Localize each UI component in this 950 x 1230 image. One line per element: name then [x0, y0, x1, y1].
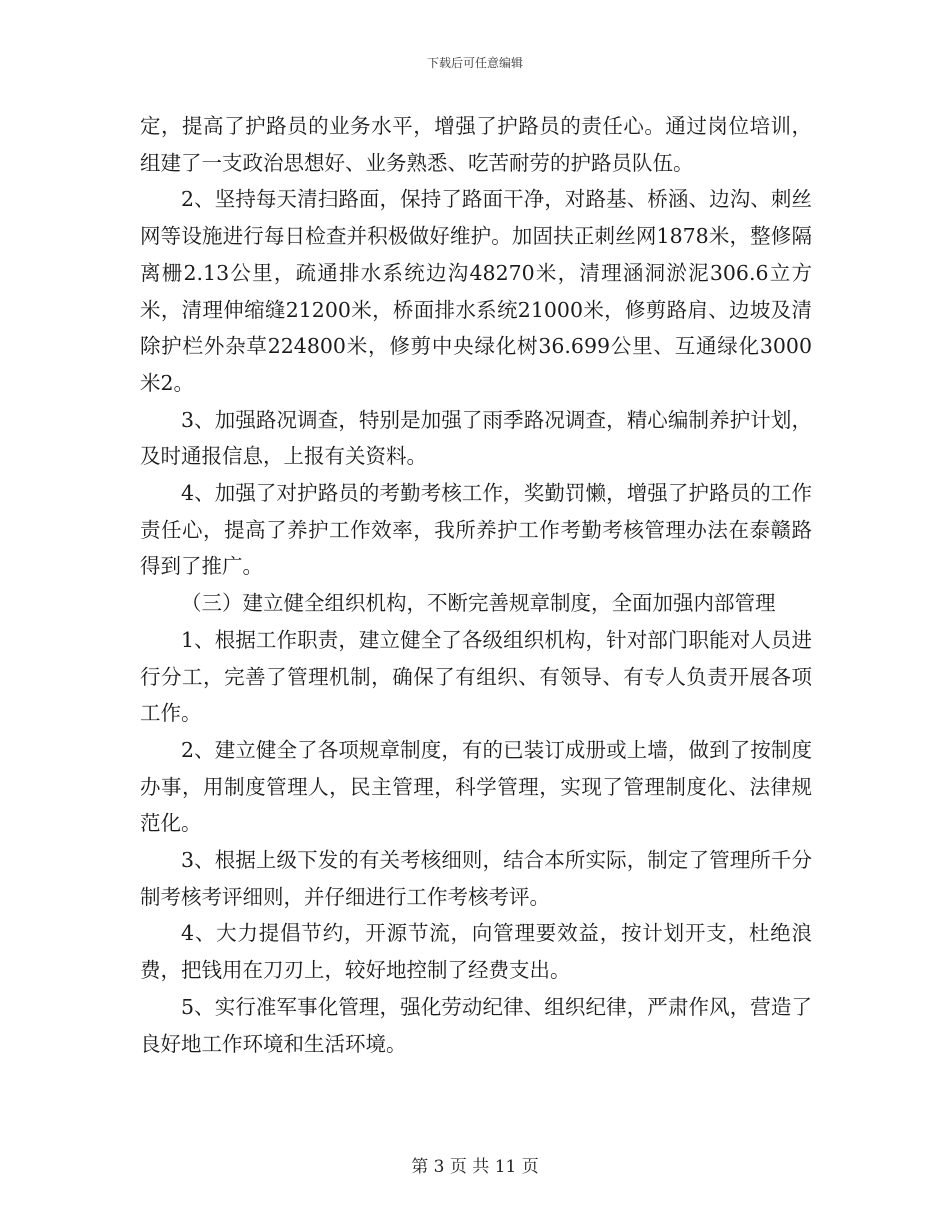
paragraph-item-2-road-maintenance: 2、坚持每天清扫路面，保持了路面干净，对路基、桥涵、边沟、刺丝网等设施进行每日检查并积极做好维护。加固扶正刺丝网1878米，整修隔离栅2.13公里，疏通排水系统边沟48270米，清理涵洞淤泥306.6立方米，清理伸缩缝21200米，桥面排水系统21000米，修剪路肩、边坡及清除护栏外杂草224800米，修剪中央绿化树36.699公里、互通绿化3000米2。 [140, 187, 812, 395]
paragraph-item-3-assessment: 3、根据上级下发的有关考核细则，结合本所实际，制定了管理所千分制考核考评细则，并仔细进行工作考核考评。 [140, 848, 812, 909]
page-header-note: 下载后可任意编辑 [426, 56, 523, 70]
paragraph-item-3-road-survey: 3、加强路况调查，特别是加强了雨季路况调查，精心编制养护计划，及时通报信息，上报有关资料。 [140, 407, 812, 469]
document-body [140, 108, 812, 1062]
paragraph-item-4-attendance: 4、加强了对护路员的考勤考核工作，奖勤罚懒，增强了护路员的工作责任心，提高了养护工作效率，我所养护工作考勤考核管理办法在泰赣路得到了推广。 [140, 481, 812, 579]
paragraph-item-1-organization: 1、根据工作职责，建立健全了各级组织机构，针对部门职能对人员进行分工，完善了管理机制，确保了有组织、有领导、有专人负责开展各项工作。 [140, 627, 812, 726]
paragraph-continuation: 定，提高了护路员的业务水平，增强了护路员的责任心。通过岗位培训，组建了一支政治思想好、业务熟悉、吃苦耐劳的护路员队伍。 [140, 114, 812, 175]
section-heading-3: （三）建立健全组织机构，不断完善规章制度，全面加强内部管理 [181, 591, 776, 616]
paragraph-item-4-economy: 4、大力提倡节约，开源节流，向管理要效益，按计划开支，杜绝浪费，把钱用在刀刃上，较好地控制了经费支出。 [140, 921, 812, 983]
page-number: 第 3 页 共 11 页 [411, 1157, 539, 1177]
paragraph-item-2-regulations: 2、建立健全了各项规章制度，有的已装订成册或上墙，做到了按制度办事，用制度管理人，民主管理，科学管理，实现了管理制度化、法律规范化。 [140, 737, 812, 836]
paragraph-item-5-discipline: 5、实行准军事化管理，强化劳动纪律、组织纪律，严肃作风，营造了良好地工作环境和生活环境。 [140, 994, 812, 1056]
